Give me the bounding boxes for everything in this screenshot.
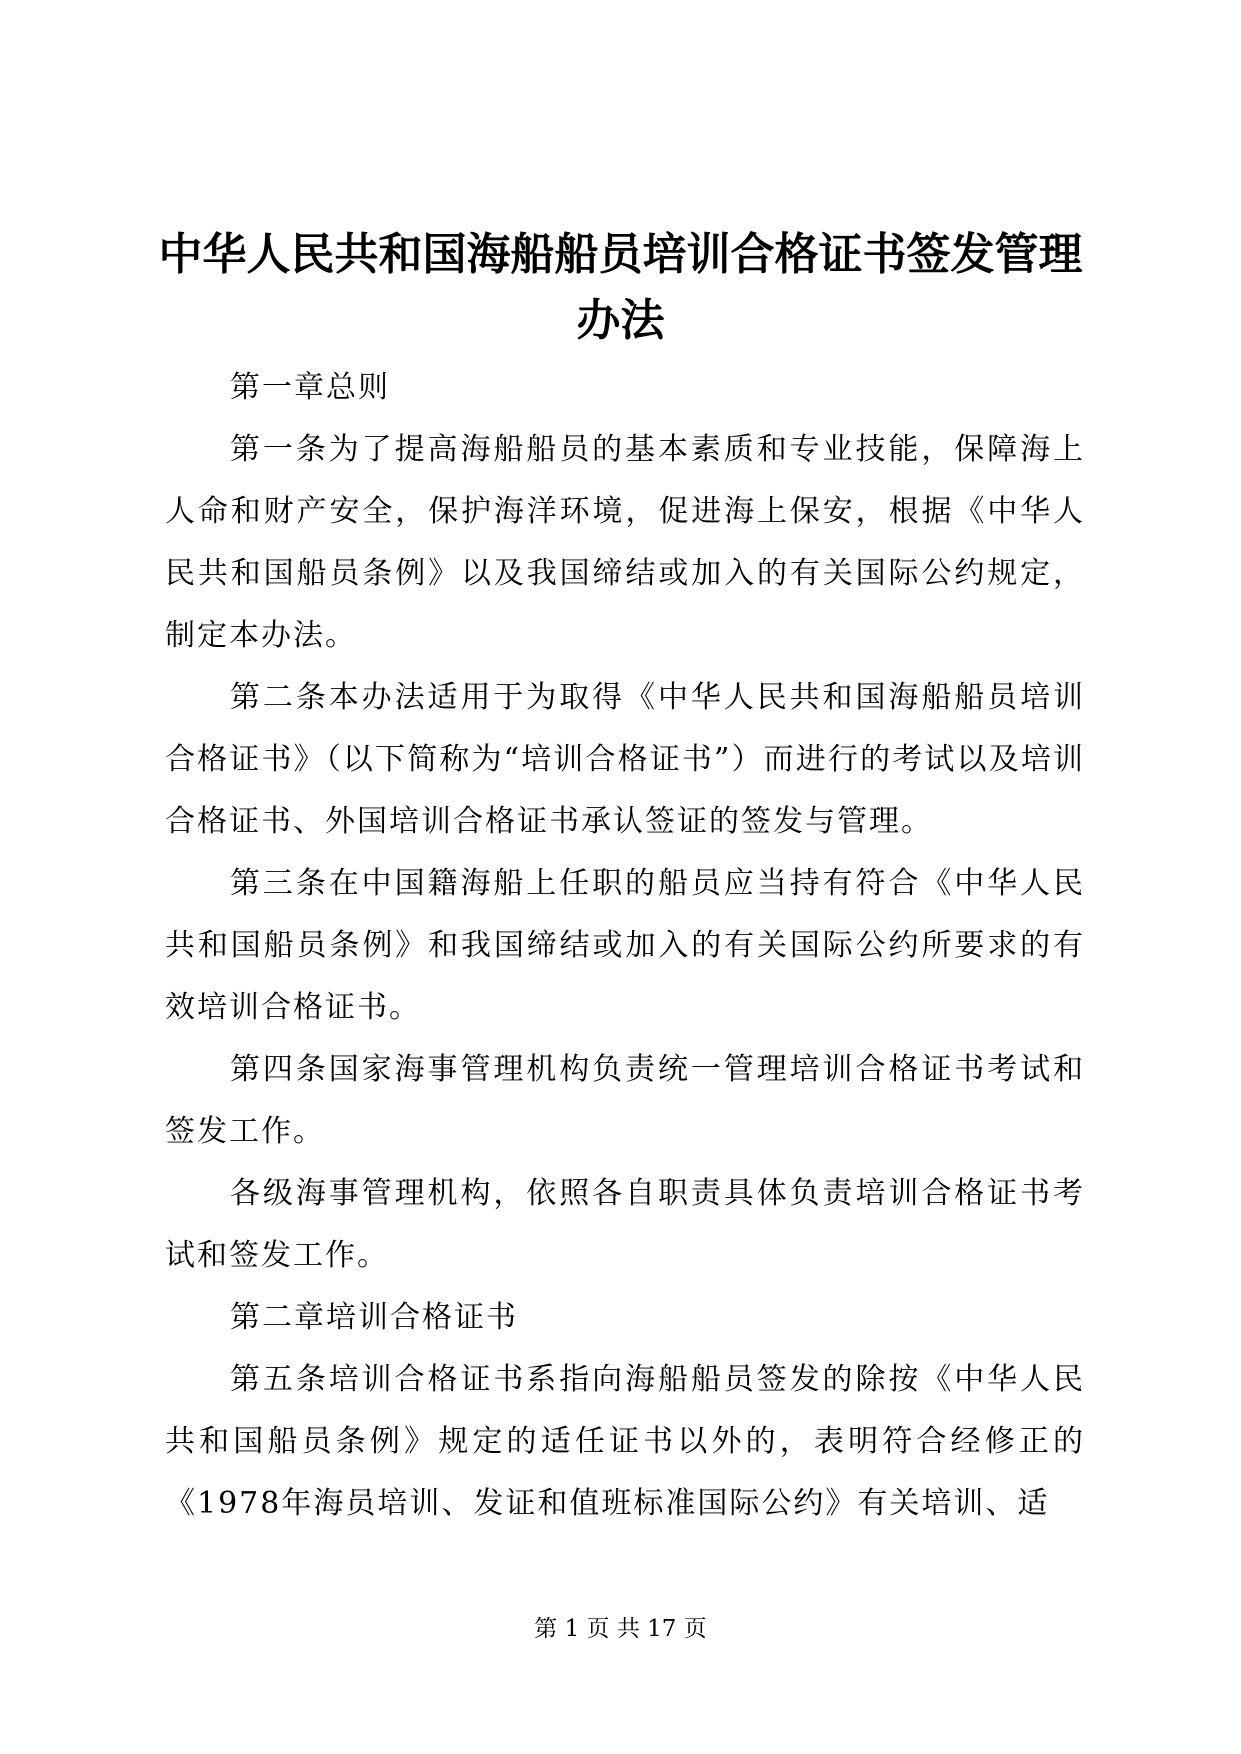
article-paragraph: 第一条为了提高海船船员的基本素质和专业技能，保障海上人命和财产安全，保护海洋环境，促进海上保安，根据《中华人民共和国船员条例》以及我国缔结或加入的有关国际公约规定，制定本办法。 — [165, 432, 1085, 653]
article-paragraph: 第二条本办法适用于为取得《中华人民共和国海船船员培训合格证书》（以下简称为“培训合格证书”）而进行的考试以及培训合格证书、外国培训合格证书承认签证的签发与管理。 — [165, 680, 1085, 839]
article-paragraph: 各级海事管理机构，依照各自职责具体负责培训合格证书考试和签发工作。 — [165, 1176, 1085, 1273]
article-paragraph: 第三条在中国籍海船上任职的船员应当持有符合《中华人民共和国船员条例》和我国缔结或加入的有关国际公约所要求的有效培训合格证书。 — [165, 866, 1085, 1025]
document-title: 中华人民共和国海船船员培训合格证书签发管理办法 — [158, 229, 1083, 346]
chapter-heading: 第一章总则 — [230, 370, 390, 405]
article-paragraph: 第四条国家海事管理机构负责统一管理培训合格证书考试和签发工作。 — [165, 1052, 1085, 1149]
page-number-footer: 第 1 页 共 17 页 — [534, 1616, 707, 1642]
article-paragraph: 第五条培训合格证书系指向海船船员签发的除按《中华人民共和国船员条例》规定的适任证书以外的，表明符合经修正的《1978年海员培训、发证和值班标准国际公约》有关培训、适 — [165, 1362, 1085, 1521]
document-body — [165, 357, 1085, 1535]
chapter-heading: 第二章培训合格证书 — [230, 1300, 518, 1335]
